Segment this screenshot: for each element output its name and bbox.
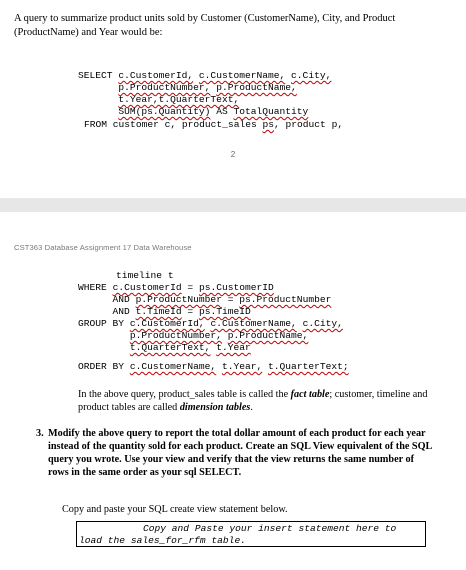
sql-token: c.City,: [291, 70, 332, 81]
page-number: 2: [230, 150, 236, 159]
sql-timeline-line: timeline t: [116, 270, 174, 281]
sql-token: ps.TimeID: [198, 306, 251, 317]
note-text: .: [250, 402, 253, 413]
sql-token: t.TimeId: [135, 306, 182, 317]
question-3: [36, 427, 432, 479]
sql-token: AS: [210, 106, 234, 117]
sql-token: customer c, product_sales: [107, 119, 263, 130]
sql-keyword-group-by: GROUP BY: [78, 318, 125, 329]
document-page-2: [0, 212, 466, 570]
note-text: In the above query, product_sales table is called the: [78, 389, 291, 400]
question-text: Modify the above query to report the total dollar amount of each product for each year instead of the quantity sold for each product. Create an SQL View equivalent of the SQL query you wrote. Use your view and verify that the view returns the same number of rows in the same order as your sql SELECT.: [48, 428, 432, 478]
sql-token: t.QuarterText;: [268, 361, 349, 372]
sql-token: AND: [112, 306, 130, 317]
sql-token: p.ProductNumber,: [129, 330, 222, 341]
sql-keyword-where: WHERE: [78, 282, 107, 293]
sql-token: p.ProductNumber: [135, 294, 222, 305]
sql-token: p.ProductName,: [216, 82, 297, 93]
sql-select-block: [78, 70, 331, 118]
sql-token: p.ProductNumber,: [118, 82, 211, 93]
sql-token: =: [181, 306, 199, 317]
answer-box-line-1: Copy and Paste your insert statement here to: [143, 523, 397, 534]
sql-token: c.CustomerId: [112, 282, 182, 293]
sql-token: SUM(ps.Quantity): [118, 106, 211, 117]
sql-token: ps: [262, 119, 274, 130]
sql-token: t.Year,: [221, 361, 263, 372]
sql-token: t.Year,t.QuarterText,: [118, 94, 240, 105]
sql-token: t.QuarterText,: [129, 342, 211, 353]
answer-box-line-2: load the sales_for_rfm table.: [79, 535, 246, 546]
sql-token: c.CustomerName,: [198, 70, 286, 81]
instruction-text: Copy and paste your SQL create view statement below.: [62, 504, 288, 515]
note-emphasis: fact table: [290, 389, 330, 400]
sql-token: t.Year: [216, 342, 251, 353]
page-separator: [0, 198, 466, 212]
sql-token: TotalQuantity: [233, 106, 309, 117]
sql-token: ps.CustomerID: [198, 282, 274, 293]
fact-table-note: [78, 388, 438, 414]
sql-token: c.CustomerName,: [129, 361, 217, 372]
answer-box[interactable]: [76, 521, 426, 547]
sql-group-by-block: [78, 318, 343, 354]
question-number: 3.: [36, 428, 44, 439]
sql-from-line: [84, 119, 343, 131]
note-emphasis: dimension tables: [179, 402, 251, 413]
sql-token: c.City,: [302, 318, 343, 329]
sql-token: c.CustomerId,: [129, 318, 205, 329]
intro-paragraph: A query to summarize product units sold by Customer (CustomerName), City, and Product (ProductName) and Year would be:: [14, 13, 396, 38]
sql-token: c.CustomerId,: [118, 70, 194, 81]
sql-token: =: [221, 294, 240, 305]
sql-keyword-select: SELECT: [78, 70, 113, 81]
sql-token: p.ProductName,: [227, 330, 309, 341]
sql-keyword-order-by: ORDER BY: [78, 361, 125, 372]
sql-token: , product p,: [274, 119, 344, 130]
sql-token: =: [181, 282, 199, 293]
sql-token: ps.ProductNumber: [239, 294, 332, 305]
note-text: ; customer, timeline and product tables are called: [78, 389, 428, 413]
sql-token: c.CustomerName,: [210, 318, 297, 329]
running-header: CST363 Database Assignment 17 Data Warehouse: [14, 243, 192, 252]
document-page-1: [0, 0, 466, 198]
sql-order-by-line: [78, 361, 349, 373]
sql-where-block: [78, 282, 331, 318]
sql-keyword-from: FROM: [84, 119, 108, 130]
sql-token: AND: [112, 294, 130, 305]
